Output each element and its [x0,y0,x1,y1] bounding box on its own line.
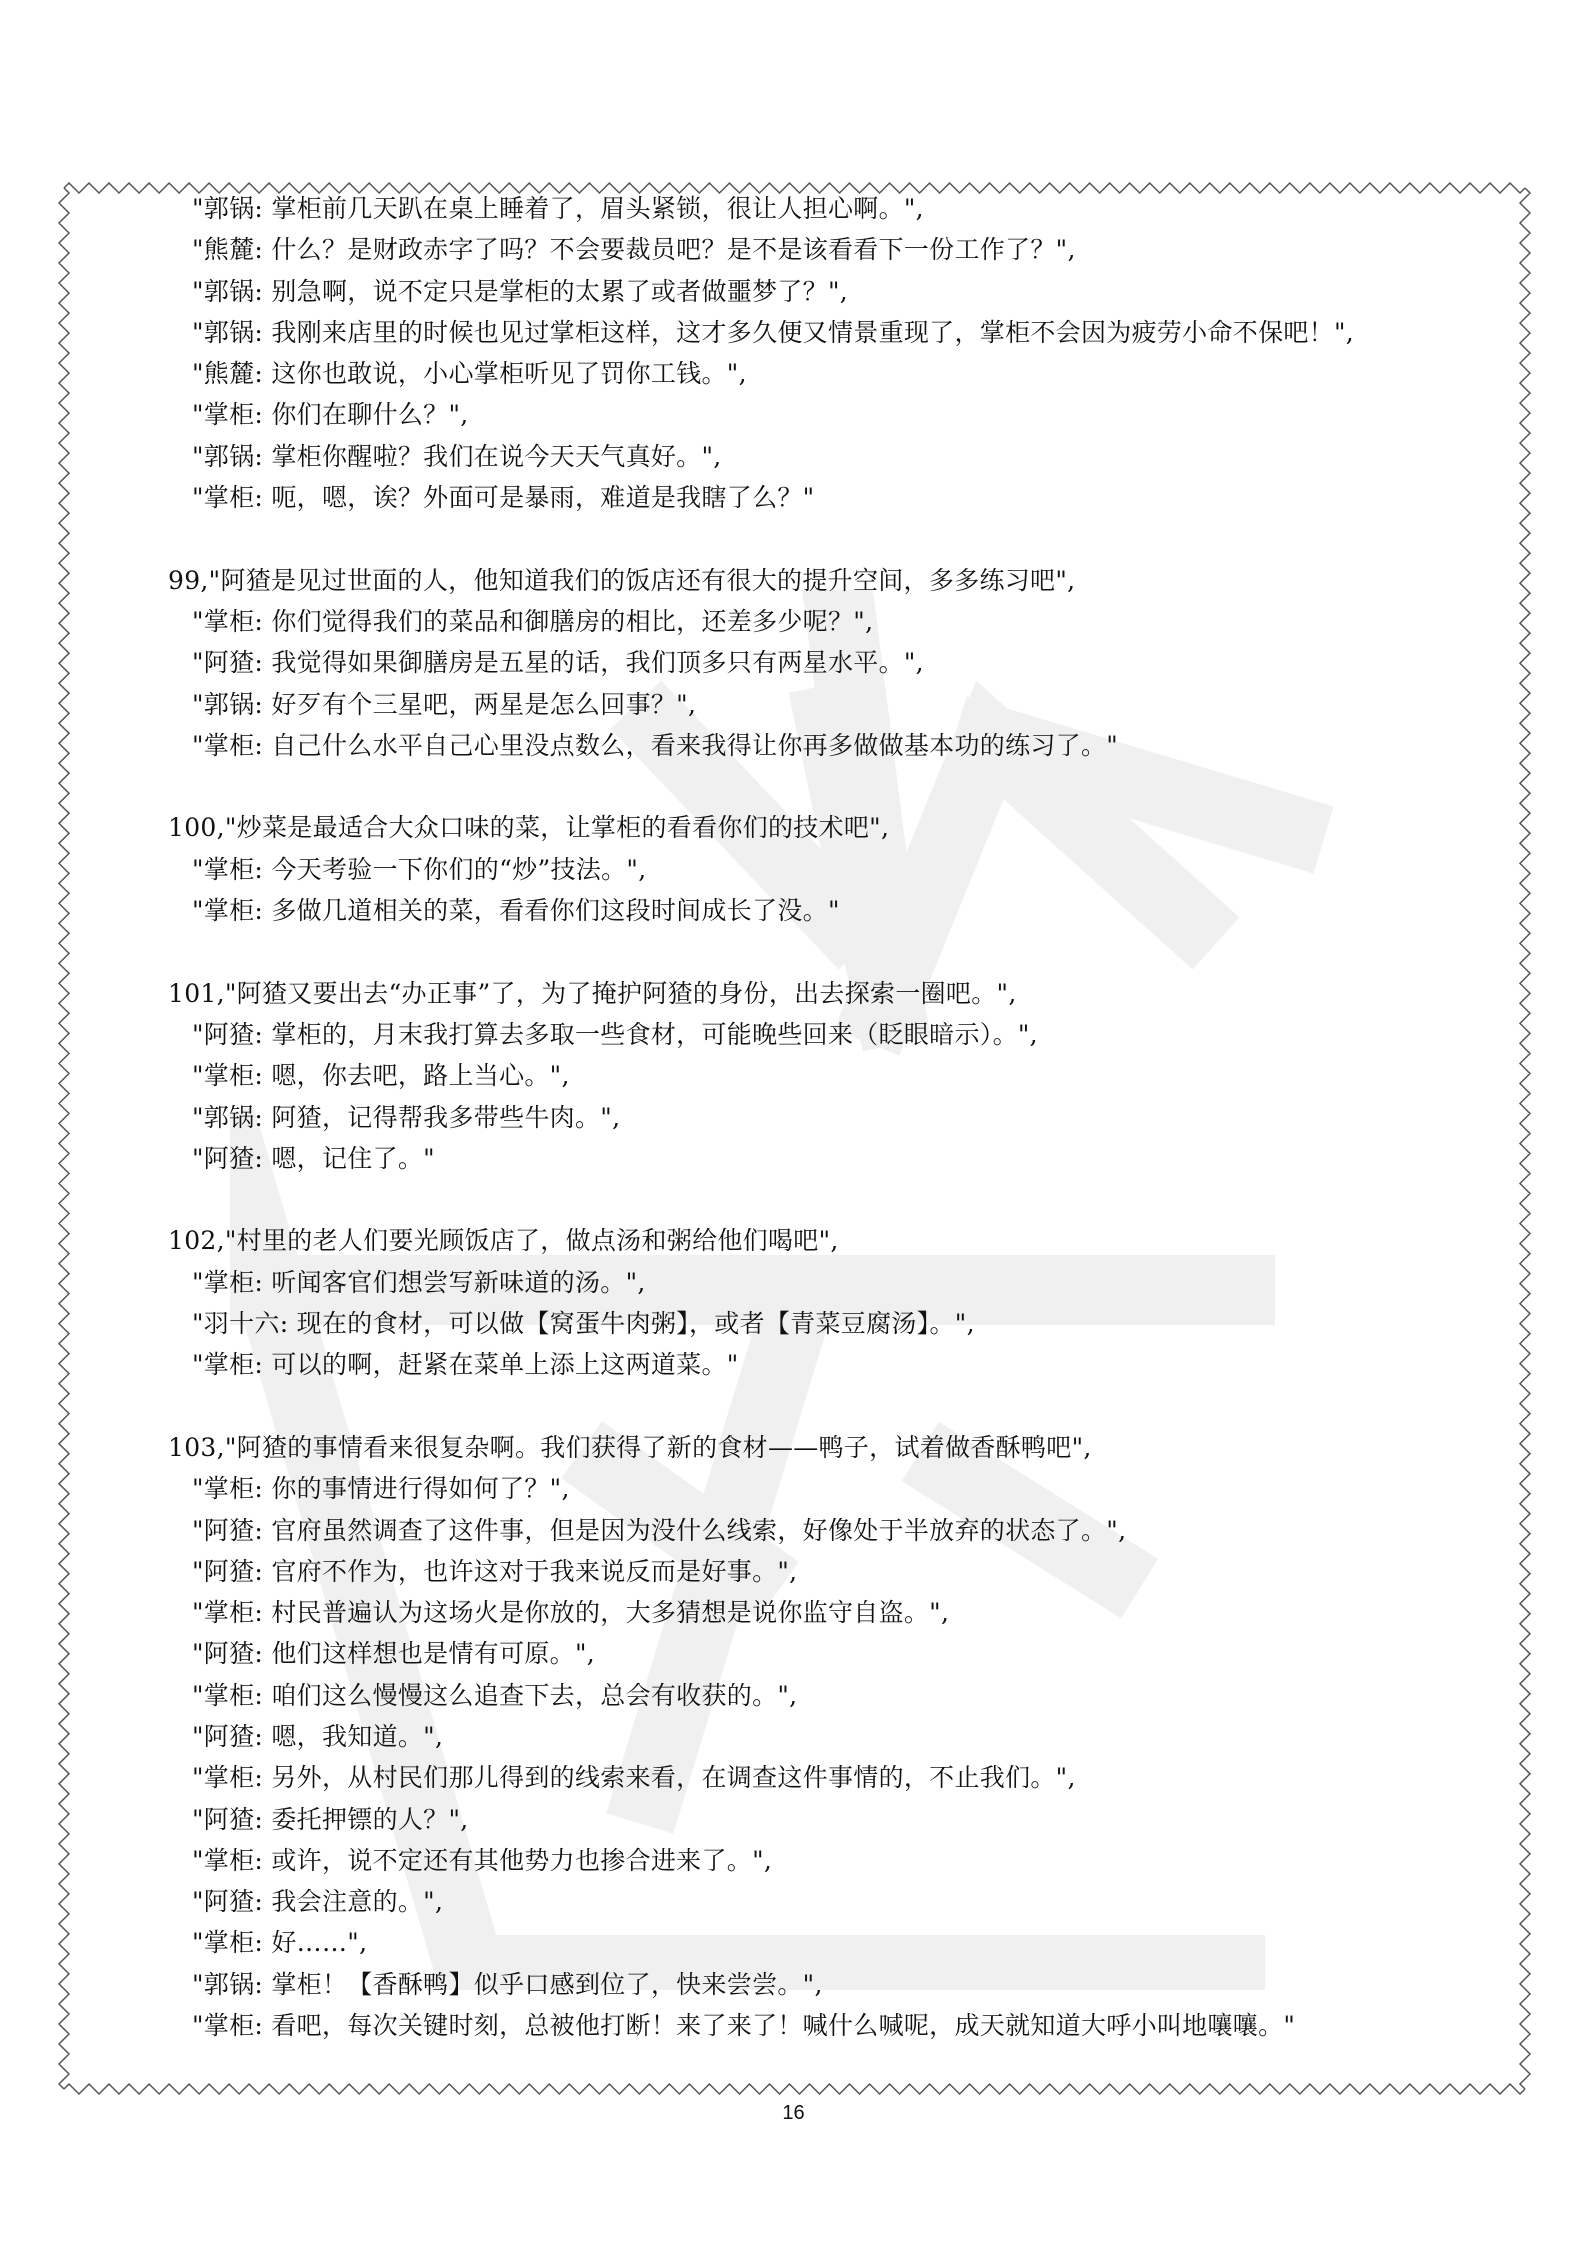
paragraph-gap [168,518,1498,559]
border-wave-segment [1520,188,1530,2089]
paragraph-gap [168,1179,1498,1220]
dialogue-line: "阿猹: 他们这样想也是情有可原。", [192,1639,596,1669]
paragraph-gap [168,766,1498,807]
dialogue-line: "郭锅: 阿猹，记得帮我多带些牛肉。", [192,1102,621,1132]
border-wave-segment [59,188,69,2089]
dialogue-line: "郭锅: 好歹有个三星吧，两星是怎么回事？", [192,689,697,719]
dialogue-line: "郭锅: 掌柜！【香酥鸭】似乎口感到位了，快来尝尝。", [192,1969,823,1999]
dialogue-line: "郭锅: 我刚来店里的时候也见过掌柜这样，这才多久便又情景重现了，掌柜不会因为疲劳小命不保吧！", [192,317,1355,347]
dialogue-line: "掌柜: 今天考验一下你们的“炒”技法。", [192,854,647,884]
dialogue-line: "郭锅: 掌柜前几天趴在桌上睡着了，眉头紧锁，很让人担心啊。", [192,194,924,223]
dialogue-line: "掌柜: 听闻客官们想尝写新味道的汤。", [192,1267,646,1297]
dialogue-line: "掌柜: 可以的啊，赶紧在菜单上添上这两道菜。" [192,1350,739,1380]
dialogue-line: "掌柜: 另外，从村民们那儿得到的线索来看，在调查这件事情的，不止我们。", [192,1763,1076,1793]
page-number: 16 [782,2102,805,2124]
dialogue-line: "掌柜: 村民普遍认为这场火是你放的，大多猜想是说你监守自盗。", [192,1598,950,1628]
dialogue-line: "阿猹: 我觉得如果御膳房是五星的话，我们顶多只有两星水平。", [192,648,924,678]
dialogue-line: "阿猹: 嗯，我知道。", [192,1721,444,1751]
document-body [168,188,1498,2046]
dialogue-line: "阿猹: 我会注意的。", [192,1887,444,1917]
paragraph-gap [168,931,1498,972]
dialogue-line: "阿猹: 官府虽然调查了这件事，但是因为没什么线索，好像处于半放弃的状态了。", [192,1515,1127,1545]
dialogue-line: "阿猹: 掌柜的，月末我打算去多取一些食材，可能晚些回来（眨眼暗示）。", [192,1019,1038,1049]
dialogue-line: "郭锅: 掌柜你醒啦？我们在说今天天气真好。", [192,441,722,471]
dialogue-line: "郭锅: 别急啊，说不定只是掌柜的太累了或者做噩梦了？", [192,276,849,306]
dialogue-line: "掌柜: 多做几道相关的菜，看看你们这段时间成长了没。" [192,896,840,926]
dialogue-line: "掌柜: 你的事情进行得如何了？", [192,1474,570,1504]
dialogue-line: "掌柜: 或许，说不定还有其他势力也掺合进来了。", [192,1845,773,1875]
dialogue-line: "掌柜: 好……", [192,1928,368,1958]
dialogue-line: "掌柜: 你们在聊什么？", [192,400,469,430]
dialogue-line: "阿猹: 嗯，记住了。" [192,1143,435,1173]
dialogue-line: "掌柜: 自己什么水平自己心里没点数么，看来我得让你再多做做基本功的练习了。" [192,730,1119,760]
section-heading: 103,"阿猹的事情看来很复杂啊。我们获得了新的食材——鸭子，试着做香酥鸭吧", [168,1432,1092,1462]
dialogue-line: "掌柜: 看吧，每次关键时刻，总被他打断！来了来了！喊什么喊呢，成天就知道大呼小叫地嚷嚷。" [192,2011,1296,2041]
paragraph-gap [168,1386,1498,1427]
dialogue-line: "阿猹: 官府不作为，也许这对于我来说反而是好事。", [192,1556,798,1586]
dialogue-line: "掌柜: 嗯，你去吧，路上当心。", [192,1061,570,1091]
dialogue-line: "掌柜: 呃，嗯，诶？外面可是暴雨，难道是我瞎了么？" [192,483,815,513]
dialogue-line: "阿猹: 委托押镖的人？", [192,1804,469,1834]
section-heading: 101,"阿猹又要出去“办正事”了，为了掩护阿猹的身份，出去探索一圈吧。", [168,978,1017,1008]
section-heading: 99,"阿猹是见过世面的人，他知道我们的饭店还有很大的提升空间，多多练习吧", [168,565,1076,595]
dialogue-line: "羽十六: 现在的食材，可以做【窝蛋牛肉粥】，或者【青菜豆腐汤】。", [192,1309,975,1339]
section-heading: 102,"村里的老人们要光顾饭店了，做点汤和粥给他们喝吧", [168,1226,839,1256]
dialogue-line: "熊麓: 这你也敢说，小心掌柜听见了罚你工钱。", [192,359,747,389]
border-wave-segment [64,2084,1525,2094]
section-heading: 100,"炒菜是最适合大众口味的菜，让掌柜的看看你们的技术吧", [168,813,890,843]
dialogue-line: "熊麓: 什么？是财政赤字了吗？不会要裁员吧？是不是该看看下一份工作了？", [192,235,1076,265]
dialogue-line: "掌柜: 咱们这么慢慢这么追查下去，总会有收获的。", [192,1680,798,1710]
dialogue-line: "掌柜: 你们觉得我们的菜品和御膳房的相比，还差多少呢？", [192,606,874,636]
